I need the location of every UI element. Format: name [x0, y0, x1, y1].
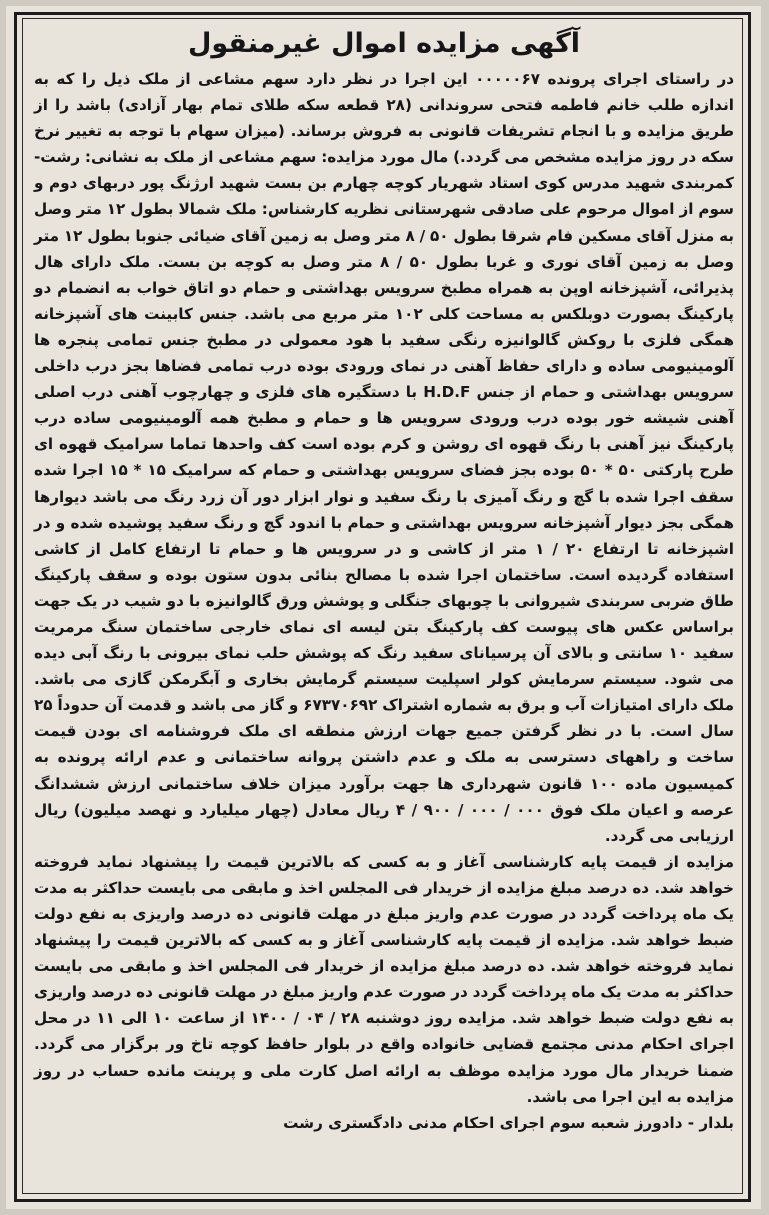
notice-body — [34, 24, 734, 1194]
notice-title: آگهی مزایده اموال غیرمنقول — [187, 28, 581, 59]
notice-signature: بلدار - دادورز شعبه سوم اجرای احکام مدنی دادگستری رشت — [283, 1113, 734, 1132]
notice-paragraph-property: در راستای اجرای پرونده ۰۰۰۰۰۶۷ این اجرا در نظر دارد سهم مشاعی از ملک ذیل را که به اندازه طلب خانم فاطمه فتحی سروندانی (۲۸ قطعه سکه طلای تمام بهار آزادی) باشد را از طریق مزایده و با انجام تشریفات قانونی به فروش برساند. (میزان سهام با توجه به تغییر نرخ سکه در روز مزایده مشخص می گردد.) مال مورد مزایده: سهم مشاعی از ملک به نشانی: رشت- کمربندی شهید مدرس کوی استاد شهریار کوچه چهارم بن بست شهید ارژنگ پور دربهای دوم و سوم از اموال مرحوم علی صادقی شهرستانی نظریه کارشناس: ملک شمالا بطول ۱۲ متر وصل به منزل آقای مسکین فام شرقا بطول ۵۰ / ۸ متر وصل به زمین آقای ضیائی جنوبا بطول ۱۲ متر وصل به زمین آقای نوری و غربا بطول ۵۰ / ۸ متر وصل به کوچه بن بست. ملک دارای هال پذیرائی، آشپزخانه اوپن به همراه مطبخ سرویس بهداشتی و حمام دو اتاق خواب به انضمام دو پارکینگ بصورت دوبلکس به مساحت کلی ۱۰۲ متر مربع می باشد. جنس کابینت های آشپزخانه همگی فلزی با روکش گالوانیزه رنگی سفید با هود معمولی در مطبخ جنس تمامی پنجره ها آلومینیومی ساده و دارای حفاظ آهنی در نمای ورودی بوده درب تمامی فضاها بجز درب داخلی سرویس بهداشتی و حمام از جنس H.D.F با دستگیره های فلزی و چهارچوب آهنی درب اصلی آهنی شیشه خور بوده درب ورودی سرویس ها و حمام و مطبخ همه آلومینیومی ساده درب پارکینگ نیز آهنی با رنگ قهوه ای روشن و کرم بوده است کف واحدها تماما سرامیک قهوه ای طرح پارکتی ۵۰ * ۵۰ بوده بجز فضای سرویس بهداشتی و حمام که سرامیک ۱۵ * ۱۵ اجرا شده سقف اجرا شده با گچ و رنگ آمیزی با رنگ سفید و نوار ابزار دور آن زرد رنگ می باشد دیوارها همگی بجز دیوار آشپزخانه سرویس بهداشتی و حمام با اندود گچ و رنگ سفید پوشیده شده و در اشپزخانه تا ارتفاع ۲۰ / ۱ متر از کاشی و در سرویس ها و حمام تا ارتفاع کامل از کاشی استفاده گردیده است. ساختمان اجرا شده با مصالح بنائی بدون ستون بوده و سقف پارکینگ طاق ضربی سربندی شیروانی با چوبهای جنگلی و پوشش ورق گالوانیزه با دو شیب در یک جهت براساس عکس های پیوست کف پارکینگ بتن لیسه ای نمای خارجی ساختمان سنگ مرمریت سفید ۱۰ سانتی و بالای آن پرسیانای سفید رنگ که پوشش حلب نمای بیرونی با رنگ آبی دیده می شود. سیستم سرمایش کولر اسپلیت سیستم گرمایش بخاری و آبگرمکن گازی می باشد. ملک دارای امتیازات آب و برق به شماره اشتراک ۶۷۳۷۰۶۹۲ و گاز می باشد و قدمت آن حدوداً ۲۵ سال است. با در نظر گرفتن جمیع جهات ارزش منطقه ای ملک فروشنامه ای بودن قیمت ساخت و راههای دسترسی به ملک و عدم داشتن پروانه ساختمانی و عدم ارائه پرونده به کمیسیون ماده ۱۰۰ قانون شهرداری ها جهت برآورد میزان خلاف ساختمانی ارزش ششدانگ عرصه و اعیان ملک فوق ۰۰۰ / ۰۰۰ / ۹۰۰ / ۴ ریال معادل (چهار میلیارد و نهصد میلیون) ریال ارزیابی می گردد. — [34, 70, 735, 845]
notice-paragraph-terms: مزایده از قیمت پایه کارشناسی آغاز و به کسی که بالاترین قیمت را پیشنهاد نماید فروخته خواهد شد. ده درصد مبلغ مزایده از خریدار فی المجلس اخذ و مابقی می بایست حداکثر به مدت یک ماه پرداخت گردد در صورت عدم واریز مبلغ در مهلت قانونی ده درصد واریزی به نفع دولت ضبط خواهد شد. مزایده از قیمت پایه کارشناسی آغاز و به کسی که بالاترین قیمت را پیشنهاد نماید فروخته خواهد شد. ده درصد مبلغ مزایده از خریدار فی المجلس اخذ و مابقی می بایست حداکثر به مدت یک ماه پرداخت گردد در صورت عدم واریز مبلغ در مهلت قانونی ده درصد واریزی به نفع دولت ضبط خواهد شد. مزایده روز دوشنبه ۲۸ / ۰۴ / ۱۴۰۰ از ساعت ۱۰ الی ۱۱ در محل اجرای احکام مدنی مجتمع قضایی خانواده واقع در بلوار حافظ کوچه تاخ ور برگزار می گردد. ضمنا خریدار مال مورد مزایده موظف به ارائه اصل کارت ملی و پرینت مانده حساب در روز مزایده به این اجرا می باشد. — [34, 852, 734, 1106]
